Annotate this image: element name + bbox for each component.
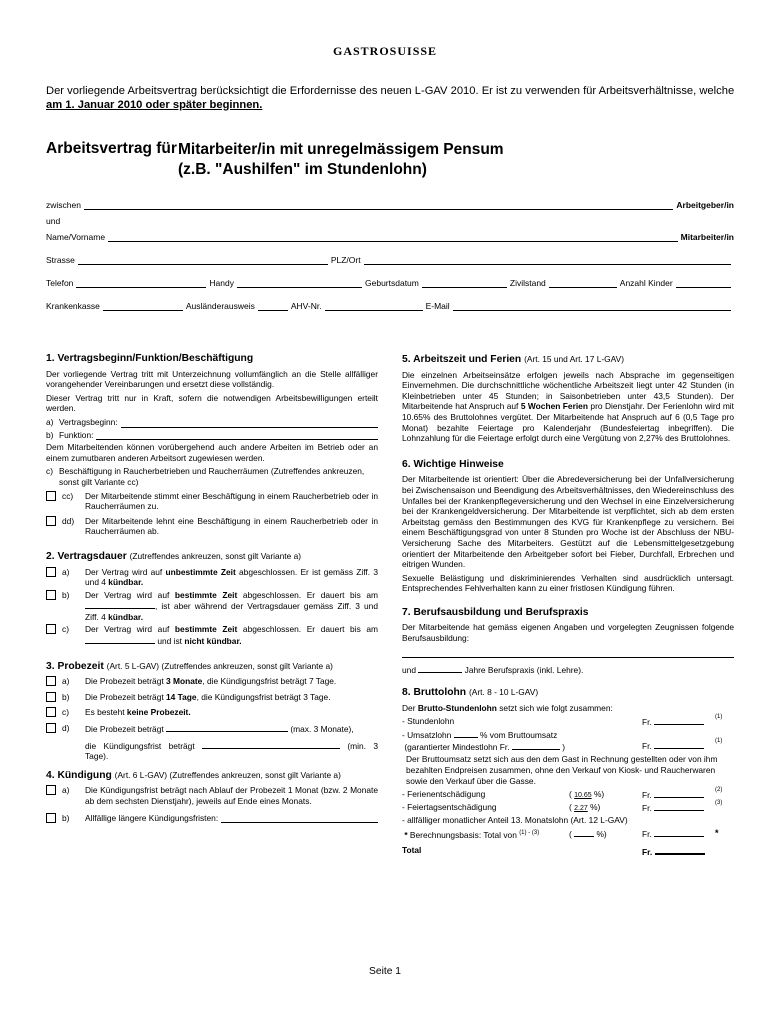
left-column: 1. Vertragsbeginn/Funktion/Beschäftigung Der vorliegende Vertrag tritt mit Unterzeichnung vollumfänglich an die Stelle allfälliger vorangehender Vereinbarungen und ersetzt diese vollständig. Dieser Vertrag tritt nur in Kraft, sofern die notwendigen Arbeitsbewilligungen erteilt werden. a) Vertragsbeginn: b) Funktion: Dem Mitarbeitenden können vorübergehend auch andere Arbeiten im Betrieb oder an einem zumutbaren anderen Arbeitsort zugewiesen werden. c) Beschäftigung in Raucherbetrieben und Raucherräumen (Zutreffendes ankreuzen, sonst gilt Variante cc) cc) Der Mitarbeitende stimmt einer Beschäftigung in einem Raucherbetrieb oder in Raucherräumen zu. dd) Der Mitarbeitende lehnt eine Beschäftigung in einem Raucherbetrieb oder in Raucherräumen ab. 2. Vertragsdauer (Zutreffendes ankreuzen, sonst gilt Variante a) a) Der Vertrag wird auf unbestimmte Zeit abgeschlossen. Er ist gemäss Ziff. 3 und 4 kündbar. b) Der Vertrag wird auf bestimmte Zeit abgeschlossen. Er dauert bis am , ist aber während der Vertragsdauer gemäss Ziff. 3 und Ziff. 4 kündbar. c) Der Vertrag wird auf bestimmte Zeit abgeschlossen. Er dauert bis am und ist nicht kündbar. 3. Probezeit (Art. 5 L-GAV) (Zutreffendes ankreuzen, sonst gilt Variante a) a) Die Probezeit beträgt 3 Monate, die Kündigungsfrist beträgt 7 Tage. b) Die Probezeit beträgt 14 Tage, die Kündigungsfrist beträgt 3 Tage. c) Es besteht keine Probezeit. d) Die Probezeit beträgt (max. 3 Monate), die Kündigungsfrist beträgt (min. 3 Tage). 4. Kündigung (Art. 6 L-GAV) (Zutreffendes ankreuzen, sonst gilt Variante a) a) Die Kündigungsfrist beträgt nach Ablauf der Probezeit 1 Monat (bzw. 2 Monate ab dem sechsten Dienstjahr), jeweils auf Ende eines Monats. b) Allfällige längere Kündigungsfristen: [46, 353, 379, 823]
zivilstand-input[interactable] [549, 279, 617, 288]
plz-input[interactable] [364, 256, 731, 265]
berufspraxis-input[interactable] [418, 664, 462, 673]
mindestlohn-input[interactable] [512, 741, 560, 750]
section-2-heading: 2. Vertragsdauer (Zutreffendes ankreuzen, sonst gilt Variante a) [46, 550, 302, 562]
section-5-heading: 5. Arbeitszeit und Ferien (Art. 15 und Art. 17 L-GAV) [402, 354, 624, 365]
lohn-row-stundenlohn: - Stundenlohn Fr. (1) [402, 714, 723, 728]
lohn-row-berechnungsbasis: * Berechnungsbasis: Total von $^{(1) - (3)}$ ( %) Fr. * [404, 828, 719, 841]
umsatzlohn-input[interactable] [654, 740, 704, 749]
stundenlohn-input[interactable] [654, 716, 704, 725]
option-2c: c) Der Vertrag wird auf bestimmte Zeit abgeschlossen. Er dauert bis am und ist nicht kündbar. [46, 624, 378, 646]
funktion-row: b) Funktion: [46, 430, 378, 441]
option-cc: cc) Der Mitarbeitende stimmt einer Beschäftigung in einem Raucherbetrieb oder in Raucherräumen zu. [46, 491, 378, 512]
ferien-input[interactable] [654, 789, 704, 798]
employer-input[interactable] [84, 201, 673, 210]
option-3a: a) Die Probezeit beträgt 3 Monate, die Kündigungsfrist beträgt 7 Tage. [46, 676, 378, 687]
checkbox-3c[interactable] [46, 707, 56, 717]
intro-text: Der vorliegende Arbeitsvertrag berücksichtigt die Erfordernisse des neuen L-GAV 2010. Er ist zu verwenden für Arbeitsverhältnisse, welche am 1. Januar 2010 oder später beginnen. [46, 85, 735, 111]
section-4-heading: 4. Kündigung (Art. 6 L-GAV) (Zutreffendes ankreuzen, sonst gilt Variante a) [46, 769, 341, 781]
berufspraxis-row: und Jahre Berufspraxis (inkl. Lehre). [402, 664, 584, 675]
field-row-employer: zwischen Arbeitgeber/in [46, 200, 734, 210]
section-8-heading: 8. Bruttolohn (Art. 8 - 10 L-GAV) [402, 687, 539, 699]
option-2a: a) Der Vertrag wird auf unbestimmte Zeit abgeschlossen. Er ist gemäss Ziff. 3 und 4 kündbar. [46, 567, 378, 588]
kuendigungsfrist-input[interactable] [202, 740, 340, 749]
lohn-row-feiertag: - Feiertagsentschädigung ( 2.27 %) Fr. (3) [402, 800, 723, 814]
feiertag-input[interactable] [654, 802, 704, 811]
gastrosuisse-logo: GASTROSUISSE [333, 44, 438, 58]
geburtsdatum-input[interactable] [422, 279, 507, 288]
section-7-heading: 7. Berufsausbildung und Berufspraxis [402, 606, 589, 618]
checkbox-4a[interactable] [46, 785, 56, 795]
raucher-row: c) Beschäftigung in Raucherbetrieben und Raucherräumen (Zutreffendes ankreuzen, sonst gilt Variante cc) [46, 466, 365, 487]
option-3c: c) Es besteht keine Probezeit. [46, 707, 378, 718]
section-3-heading: 3. Probezeit (Art. 5 L-GAV) (Zutreffendes ankreuzen, sonst gilt Variante a) [46, 660, 333, 672]
section-1-heading: 1. Vertragsbeginn/Funktion/Beschäftigung [46, 353, 254, 364]
option-dd: dd) Der Mitarbeitende lehnt eine Beschäftigung in einem Raucherbetrieb oder in Raucherräumen ab. [46, 516, 378, 537]
intro-emphasis: am 1. Januar 2010 oder später beginnen. [46, 98, 263, 111]
option-4b: b) Allfällige längere Kündigungsfristen: [46, 813, 378, 824]
field-row-address: Strasse PLZ/Ort [46, 255, 734, 265]
krankenkasse-input[interactable] [103, 302, 183, 311]
option-4a: a) Die Kündigungsfrist beträgt nach Ablauf der Probezeit 1 Monat (bzw. 2 Monate ab dem sechsten Dienstjahr), jeweils auf Ende eines Monats. [46, 785, 378, 806]
monatslohn-input[interactable] [654, 828, 704, 837]
checkbox-4b[interactable] [46, 813, 56, 823]
vertragsbeginn-row: a) Vertragsbeginn: [46, 417, 378, 428]
berufsausbildung-input[interactable] [402, 647, 734, 658]
checkbox-3d[interactable] [46, 723, 56, 733]
anteil-pct-input[interactable] [574, 828, 594, 837]
page-number: Seite 1 [368, 966, 402, 977]
kuendigungsfristen-input[interactable] [221, 814, 378, 823]
option-3b: b) Die Probezeit beträgt 14 Tage, die Kündigungsfrist beträgt 3 Tage. [46, 692, 378, 703]
checkbox-3a[interactable] [46, 676, 56, 686]
umsatz-pct-input[interactable] [454, 729, 478, 738]
option-3d-line2: die Kündigungsfrist beträgt (min. 3 Tage). [85, 740, 379, 762]
section-6-heading: 6. Wichtige Hinweise [402, 458, 504, 470]
telefon-input[interactable] [76, 279, 206, 288]
dauer-b-input[interactable] [85, 600, 155, 609]
field-row-contact: Telefon Handy Geburtsdatum Zivilstand Anzahl Kinder [46, 278, 734, 288]
funktion-input[interactable] [96, 431, 378, 440]
title-right: Mitarbeiter/in mit unregelmässigem Pensum (z.B. "Aushilfen" im Stundenlohn) [178, 141, 504, 178]
checkbox-cc[interactable] [46, 491, 56, 501]
lohn-row-total: Total Fr. [402, 845, 734, 856]
title-left: Arbeitsvertrag für [46, 140, 177, 157]
checkbox-2a[interactable] [46, 567, 56, 577]
lohn-row-13-monatslohn: - allfälliger monatlicher Anteil 13. Monatslohn (Art. 12 L-GAV) [402, 815, 628, 826]
probezeit-input[interactable] [166, 723, 288, 732]
street-input[interactable] [78, 256, 328, 265]
lohn-row-ferien: - Ferienentschädigung ( 10.65 %) Fr. (2) [402, 787, 723, 801]
ahv-input[interactable] [325, 302, 423, 311]
option-2b: b) Der Vertrag wird auf bestimmte Zeit abgeschlossen. Er dauert bis am , ist aber während der Vertragsdauer gemäss Ziff. 3 und Ziff. 4 kündbar. [46, 590, 378, 623]
field-row-und: und [46, 216, 61, 226]
lohn-row-umsatzlohn: - Umsatzlohn % vom Bruttoumsatz (garantierter Mindestlohn Fr. ) Fr. (1) [402, 730, 723, 753]
option-3d: d) Die Probezeit beträgt (max. 3 Monate), [46, 723, 378, 735]
checkbox-dd[interactable] [46, 516, 56, 526]
field-row-insurance: Krankenkasse Ausländerausweis AHV-Nr. E-Mail [46, 301, 734, 311]
kinder-input[interactable] [676, 279, 731, 288]
handy-input[interactable] [237, 279, 362, 288]
dauer-c-input[interactable] [85, 635, 155, 644]
checkbox-2c[interactable] [46, 624, 56, 634]
name-input[interactable] [108, 233, 678, 242]
checkbox-2b[interactable] [46, 590, 56, 600]
checkbox-3b[interactable] [46, 692, 56, 702]
vertragsbeginn-input[interactable] [121, 419, 378, 428]
right-column: 5. Arbeitszeit und Ferien (Art. 15 und Art. 17 L-GAV) Die einzelnen Arbeitseinsätze erfolgen jeweils nach Absprache im gegenseitigen Einvernehmen. Die durchschnittliche wöchentliche Arbeitszeit liegt unter 42 Stunden (in Kleinbetrieben unter 45 Stunden; in Saisonbetrieben unter 43,5 Stunden). Der Mitarbeitende hat Anspruch auf 5 Wochen Ferien pro Dienstjahr. Der Ferienlohn wird mit 10.65% des Bruttolohnes vergütet. Der Mitarbeitende hat Anspruch auf 6 (0,5 Tage pro Monat) bezahlte Feiertage pro Kalenderjahr (Bundesfeiertag inbegriffen). Die Lohnzahlung für die Feiertage erfolgt durch eine Vergütung von 2,27% des Bruttolohnes. 6. Wichtige Hinweise Der Mitarbeitende ist orientiert: Über die Abredeversicherung bei der Unfallversicherung bei Zwischensaison und Beendigung des Arbeitsverhältnisses, den Wiedereinschluss des Unfalles bei der Krankenpflegeversicherung und den Wechsel in eine Einzelversicherung bei der Krankengeldversicherung. Der Mitarbeitende ist verpflichtet, sich ab dem ersten Arbeitstag gemäss den Bestimmungen des KVG für Krankenpflege zu versichern. Bei einem Beschäftigungsgrad von unter 8 Stunden pro Woche ist der Abschluss der NBU-Versicherung Sache des Mitarbeiters. Gestützt auf die Lebensmittelgesetzgebung orientiert der Mitarbeitende den Arbeitgeber sofort bei Fieber, Durchfall, Erbrechen und eitrigen Wunden. Sexuelle Belästigung und diskriminierendes Verhalten sind ausdrücklich untersagt. Entsprechendes Fehlverhalten kann zu einer fristlosen Kündigung führen. 7. Berufsausbildung und Berufspraxis Der Mitarbeitende hat gemäss eigenen Angaben und vorgelegten Zeugnissen folgende Berufsausbildung: und Jahre Berufspraxis (inkl. Lehre). 8. Bruttolohn (Art. 8 - 10 L-GAV) Der Brutto-Stundenlohn setzt sich wie folgt zusammen: - Stundenlohn Fr. (1) - Umsatzlohn % vom Bruttoumsatz (garantierter Mindestlohn Fr. ) Fr. (1) Der Bruttoumsatz setzt sich aus den dem Gast in Rechnung gestellten oder von ihm bezahlten Endpreisen zusammen, ohne den Verkauf von Kiosk- und Raucherwaren sowie den Verkauf über die Gasse. - Ferienentschädigung ( 10.65 %) Fr. (2) - Feiertagsentschädigung ( 2.27 %) Fr. (3) - allfälliger monatlicher Anteil 13. Monatslohn (Art. 12 L-GAV) * Berechnungsbasis: Total von $^{(1) - (3)}$ ( %) Fr. * Total Fr. [402, 354, 734, 858]
auslaender-input[interactable] [258, 302, 288, 311]
total-input[interactable] [655, 845, 705, 855]
email-input[interactable] [453, 302, 731, 311]
field-row-employee: Name/Vorname Mitarbeiter/in [46, 232, 734, 242]
